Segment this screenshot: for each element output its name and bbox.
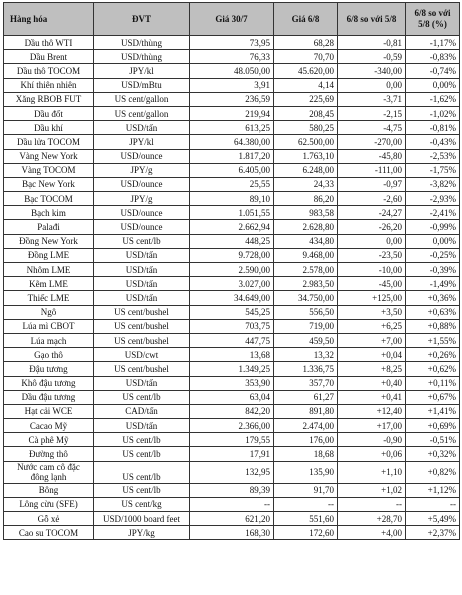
unit-cell: USD/ounce [94, 206, 190, 220]
price-now-cell: 357,70 [274, 376, 338, 390]
change-abs-cell: -4,75 [338, 121, 406, 135]
price-prev-cell: 703,75 [190, 319, 274, 333]
commodity-cell: Dầu đốt [4, 106, 94, 120]
unit-cell: US cent/lb [94, 483, 190, 497]
change-abs-cell: -3,71 [338, 92, 406, 106]
price-prev-cell: 1.349,25 [190, 362, 274, 376]
price-now-cell: 556,50 [274, 305, 338, 319]
price-now-cell: 24,33 [274, 177, 338, 191]
table-row [4, 497, 460, 511]
change-pct-cell: -0,83% [406, 50, 460, 64]
change-pct-cell: +0,67% [406, 390, 460, 404]
price-prev-cell: 842,20 [190, 404, 274, 418]
change-abs-cell: +0,06 [338, 447, 406, 461]
change-pct-cell: +0,11% [406, 376, 460, 390]
commodity-cell: Bạc New York [4, 177, 94, 191]
unit-cell: USD/ounce [94, 149, 190, 163]
unit-cell: USD/cwt [94, 348, 190, 362]
unit-cell: US cent/lb [94, 390, 190, 404]
change-abs-cell: +0,04 [338, 348, 406, 362]
unit-cell: CAD/tấn [94, 404, 190, 418]
unit-cell: JPY/kl [94, 64, 190, 78]
price-prev-cell: 76,33 [190, 50, 274, 64]
price-prev-cell: 132,95 [190, 461, 274, 483]
table-row [4, 461, 460, 483]
price-now-cell: 91,70 [274, 483, 338, 497]
change-abs-cell: +6,25 [338, 319, 406, 333]
price-prev-cell: 179,55 [190, 433, 274, 447]
price-prev-cell: 219,94 [190, 106, 274, 120]
change-abs-cell: +8,25 [338, 362, 406, 376]
price-now-cell: 580,25 [274, 121, 338, 135]
price-prev-cell: 236,59 [190, 92, 274, 106]
header-commodity: Hàng hóa [4, 3, 94, 36]
table-row [4, 319, 460, 333]
price-prev-cell: 3,91 [190, 78, 274, 92]
price-prev-cell: -- [190, 497, 274, 511]
change-abs-cell: +7,00 [338, 333, 406, 347]
change-abs-cell: -2,60 [338, 192, 406, 206]
commodity-cell: Kẽm LME [4, 277, 94, 291]
table-header [4, 3, 460, 36]
commodity-cell: Bông [4, 483, 94, 497]
commodity-cell: Nhôm LME [4, 263, 94, 277]
unit-cell: US cent/lb [94, 447, 190, 461]
commodity-cell: Dầu khí [4, 121, 94, 135]
commodity-cell: Xăng RBOB FUT [4, 92, 94, 106]
commodity-cell: Khô đậu tương [4, 376, 94, 390]
table-row [4, 512, 460, 526]
table-row [4, 192, 460, 206]
unit-cell: USD/tấn [94, 419, 190, 433]
commodity-cell: Đồng New York [4, 234, 94, 248]
table-row [4, 149, 460, 163]
price-now-cell: 6.248,00 [274, 163, 338, 177]
change-pct-cell: +0,69% [406, 419, 460, 433]
table-row [4, 404, 460, 418]
change-pct-cell: +0,82% [406, 461, 460, 483]
change-pct-cell: 0,00% [406, 234, 460, 248]
table-row [4, 526, 460, 540]
commodity-cell: Đường thô [4, 447, 94, 461]
change-pct-cell: -1,17% [406, 36, 460, 50]
price-prev-cell: 63,04 [190, 390, 274, 404]
price-prev-cell: 621,20 [190, 512, 274, 526]
price-now-cell: 70,70 [274, 50, 338, 64]
price-prev-cell: 64.380,00 [190, 135, 274, 149]
commodity-cell: Lúa mạch [4, 333, 94, 347]
change-abs-cell: +1,10 [338, 461, 406, 483]
header-change-pct: 6/8 so với 5/8 (%) [406, 3, 460, 36]
table-body [4, 36, 460, 540]
unit-cell: US cent/bushel [94, 305, 190, 319]
unit-cell: USD/1000 board feet [94, 512, 190, 526]
unit-cell: USD/tấn [94, 248, 190, 262]
price-prev-cell: 73,95 [190, 36, 274, 50]
change-abs-cell: +17,00 [338, 419, 406, 433]
commodity-cell: Đồng LME [4, 248, 94, 262]
price-prev-cell: 2.590,00 [190, 263, 274, 277]
change-abs-cell: -23,50 [338, 248, 406, 262]
unit-cell: USD/ounce [94, 220, 190, 234]
table-row [4, 433, 460, 447]
change-abs-cell: -0,97 [338, 177, 406, 191]
unit-cell: USD/mBtu [94, 78, 190, 92]
commodity-cell: Lúa mì CBOT [4, 319, 94, 333]
price-now-cell: 61,27 [274, 390, 338, 404]
table-row [4, 390, 460, 404]
change-pct-cell: +0,63% [406, 305, 460, 319]
commodity-cell: Đậu tương [4, 362, 94, 376]
commodity-cell: Cà phê Mỹ [4, 433, 94, 447]
price-now-cell: 4,14 [274, 78, 338, 92]
table-row [4, 447, 460, 461]
table-row [4, 206, 460, 220]
commodity-cell: Khí thiên nhiên [4, 78, 94, 92]
price-prev-cell: 34.649,00 [190, 291, 274, 305]
table-row [4, 483, 460, 497]
change-abs-cell: -24,27 [338, 206, 406, 220]
unit-cell: USD/thùng [94, 50, 190, 64]
commodity-price-table-container [3, 2, 459, 540]
price-prev-cell: 9.728,00 [190, 248, 274, 262]
unit-cell: US cent/bushel [94, 362, 190, 376]
table-row [4, 348, 460, 362]
table-row [4, 277, 460, 291]
change-abs-cell: -45,80 [338, 149, 406, 163]
change-pct-cell: -1,02% [406, 106, 460, 120]
change-pct-cell: +0,26% [406, 348, 460, 362]
price-prev-cell: 2.662,94 [190, 220, 274, 234]
change-pct-cell: 0,00% [406, 78, 460, 92]
change-pct-cell: +2,37% [406, 526, 460, 540]
price-now-cell: 45.620,00 [274, 64, 338, 78]
price-now-cell: 434,80 [274, 234, 338, 248]
table-row [4, 305, 460, 319]
change-pct-cell: -1,49% [406, 277, 460, 291]
change-abs-cell: +0,40 [338, 376, 406, 390]
price-now-cell: -- [274, 497, 338, 511]
commodity-cell: Palađi [4, 220, 94, 234]
table-row [4, 50, 460, 64]
commodity-cell: Ngô [4, 305, 94, 319]
change-abs-cell: +3,50 [338, 305, 406, 319]
header-price-prev: Giá 30/7 [190, 3, 274, 36]
commodity-cell: Cacao Mỹ [4, 419, 94, 433]
price-now-cell: 891,80 [274, 404, 338, 418]
table-row [4, 419, 460, 433]
commodity-cell: Bạch kim [4, 206, 94, 220]
change-pct-cell: -3,82% [406, 177, 460, 191]
change-pct-cell: -0,39% [406, 263, 460, 277]
table-row [4, 163, 460, 177]
commodity-cell: Bạc TOCOM [4, 192, 94, 206]
price-now-cell: 2.578,00 [274, 263, 338, 277]
change-abs-cell: -0,59 [338, 50, 406, 64]
change-abs-cell: +0,41 [338, 390, 406, 404]
table-row [4, 234, 460, 248]
price-prev-cell: 613,25 [190, 121, 274, 135]
price-now-cell: 172,60 [274, 526, 338, 540]
table-row [4, 220, 460, 234]
commodity-price-table [3, 2, 460, 540]
unit-cell: JPY/g [94, 163, 190, 177]
unit-cell: USD/tấn [94, 376, 190, 390]
commodity-cell: Dầu Brent [4, 50, 94, 64]
unit-cell: USD/tấn [94, 291, 190, 305]
price-now-cell: 1.763,10 [274, 149, 338, 163]
price-prev-cell: 168,30 [190, 526, 274, 540]
change-pct-cell: +1,12% [406, 483, 460, 497]
price-prev-cell: 48.050,00 [190, 64, 274, 78]
change-abs-cell: -26,20 [338, 220, 406, 234]
table-row [4, 64, 460, 78]
price-now-cell: 551,60 [274, 512, 338, 526]
commodity-cell: Vàng New York [4, 149, 94, 163]
change-pct-cell: -1,62% [406, 92, 460, 106]
change-pct-cell: -0,74% [406, 64, 460, 78]
change-abs-cell: -111,00 [338, 163, 406, 177]
header-price-now: Giá 6/8 [274, 3, 338, 36]
unit-cell: USD/tấn [94, 277, 190, 291]
change-pct-cell: -0,43% [406, 135, 460, 149]
price-prev-cell: 2.366,00 [190, 419, 274, 433]
price-now-cell: 983,58 [274, 206, 338, 220]
change-abs-cell: +12,40 [338, 404, 406, 418]
unit-cell: US cent/kg [94, 497, 190, 511]
table-row [4, 121, 460, 135]
unit-cell: US cent/lb [94, 433, 190, 447]
header-unit: ĐVT [94, 3, 190, 36]
price-prev-cell: 448,25 [190, 234, 274, 248]
change-abs-cell: -10,00 [338, 263, 406, 277]
price-prev-cell: 89,39 [190, 483, 274, 497]
price-prev-cell: 545,25 [190, 305, 274, 319]
table-row [4, 362, 460, 376]
table-row [4, 36, 460, 50]
commodity-cell: Gỗ xẻ [4, 512, 94, 526]
price-prev-cell: 89,10 [190, 192, 274, 206]
commodity-cell: Hạt cải WCE [4, 404, 94, 418]
change-abs-cell: -- [338, 497, 406, 511]
price-now-cell: 1.336,75 [274, 362, 338, 376]
table-row [4, 92, 460, 106]
unit-cell: US cent/lb [94, 461, 190, 483]
price-now-cell: 68,28 [274, 36, 338, 50]
change-pct-cell: +0,62% [406, 362, 460, 376]
table-row [4, 135, 460, 149]
price-now-cell: 176,00 [274, 433, 338, 447]
table-row [4, 78, 460, 92]
change-pct-cell: +0,88% [406, 319, 460, 333]
change-pct-cell: -2,41% [406, 206, 460, 220]
unit-cell: US cent/gallon [94, 106, 190, 120]
price-now-cell: 34.750,00 [274, 291, 338, 305]
unit-cell: US cent/lb [94, 234, 190, 248]
price-now-cell: 9.468,00 [274, 248, 338, 262]
change-pct-cell: +1,55% [406, 333, 460, 347]
change-abs-cell: 0,00 [338, 234, 406, 248]
unit-cell: JPY/kg [94, 526, 190, 540]
price-prev-cell: 447,75 [190, 333, 274, 347]
change-pct-cell: -2,93% [406, 192, 460, 206]
table-row [4, 333, 460, 347]
unit-cell: USD/ounce [94, 177, 190, 191]
price-now-cell: 2.983,50 [274, 277, 338, 291]
change-pct-cell: -2,53% [406, 149, 460, 163]
table-row [4, 291, 460, 305]
change-pct-cell: +0,36% [406, 291, 460, 305]
change-pct-cell: -- [406, 497, 460, 511]
change-abs-cell: +125,00 [338, 291, 406, 305]
price-prev-cell: 1.817,20 [190, 149, 274, 163]
table-row [4, 177, 460, 191]
price-prev-cell: 3.027,00 [190, 277, 274, 291]
change-abs-cell: -45,00 [338, 277, 406, 291]
header-change-abs: 6/8 so với 5/8 [338, 3, 406, 36]
unit-cell: US cent/bushel [94, 333, 190, 347]
change-pct-cell: -1,75% [406, 163, 460, 177]
change-abs-cell: -270,00 [338, 135, 406, 149]
change-pct-cell: +0,32% [406, 447, 460, 461]
change-abs-cell: -0,81 [338, 36, 406, 50]
price-now-cell: 459,50 [274, 333, 338, 347]
commodity-cell: Cao su TOCOM [4, 526, 94, 540]
change-pct-cell: -0,81% [406, 121, 460, 135]
change-abs-cell: +4,00 [338, 526, 406, 540]
unit-cell: US cent/gallon [94, 92, 190, 106]
price-prev-cell: 6.405,00 [190, 163, 274, 177]
change-pct-cell: +5,49% [406, 512, 460, 526]
price-now-cell: 86,20 [274, 192, 338, 206]
commodity-cell: Lông cừu (SFE) [4, 497, 94, 511]
change-pct-cell: +1,41% [406, 404, 460, 418]
commodity-cell: Thiếc LME [4, 291, 94, 305]
change-abs-cell: +1,02 [338, 483, 406, 497]
commodity-cell: Dầu lửa TOCOM [4, 135, 94, 149]
price-prev-cell: 17,91 [190, 447, 274, 461]
commodity-cell: Dầu thô TOCOM [4, 64, 94, 78]
unit-cell: USD/thùng [94, 36, 190, 50]
commodity-cell: Dầu đậu tương [4, 390, 94, 404]
price-prev-cell: 25,55 [190, 177, 274, 191]
table-row [4, 263, 460, 277]
table-row [4, 106, 460, 120]
unit-cell: JPY/kl [94, 135, 190, 149]
price-now-cell: 719,00 [274, 319, 338, 333]
price-now-cell: 62.500,00 [274, 135, 338, 149]
price-now-cell: 225,69 [274, 92, 338, 106]
change-abs-cell: +28,70 [338, 512, 406, 526]
unit-cell: JPY/g [94, 192, 190, 206]
price-now-cell: 135,90 [274, 461, 338, 483]
price-now-cell: 2.474,00 [274, 419, 338, 433]
table-row [4, 376, 460, 390]
price-prev-cell: 353,90 [190, 376, 274, 390]
commodity-cell: Nước cam cô đặc đông lạnh [4, 461, 94, 483]
table-row [4, 248, 460, 262]
header-row [4, 3, 460, 36]
unit-cell: US cent/bushel [94, 319, 190, 333]
price-prev-cell: 13,68 [190, 348, 274, 362]
unit-cell: USD/tấn [94, 263, 190, 277]
commodity-cell: Dầu thô WTI [4, 36, 94, 50]
change-pct-cell: -0,99% [406, 220, 460, 234]
commodity-cell: Vàng TOCOM [4, 163, 94, 177]
change-abs-cell: -2,15 [338, 106, 406, 120]
commodity-cell: Gạo thô [4, 348, 94, 362]
change-pct-cell: -0,25% [406, 248, 460, 262]
price-now-cell: 18,68 [274, 447, 338, 461]
price-prev-cell: 1.051,55 [190, 206, 274, 220]
change-pct-cell: -0,51% [406, 433, 460, 447]
price-now-cell: 2.628,80 [274, 220, 338, 234]
change-abs-cell: -0,90 [338, 433, 406, 447]
price-now-cell: 208,45 [274, 106, 338, 120]
price-now-cell: 13,32 [274, 348, 338, 362]
change-abs-cell: 0,00 [338, 78, 406, 92]
unit-cell: USD/tấn [94, 121, 190, 135]
change-abs-cell: -340,00 [338, 64, 406, 78]
